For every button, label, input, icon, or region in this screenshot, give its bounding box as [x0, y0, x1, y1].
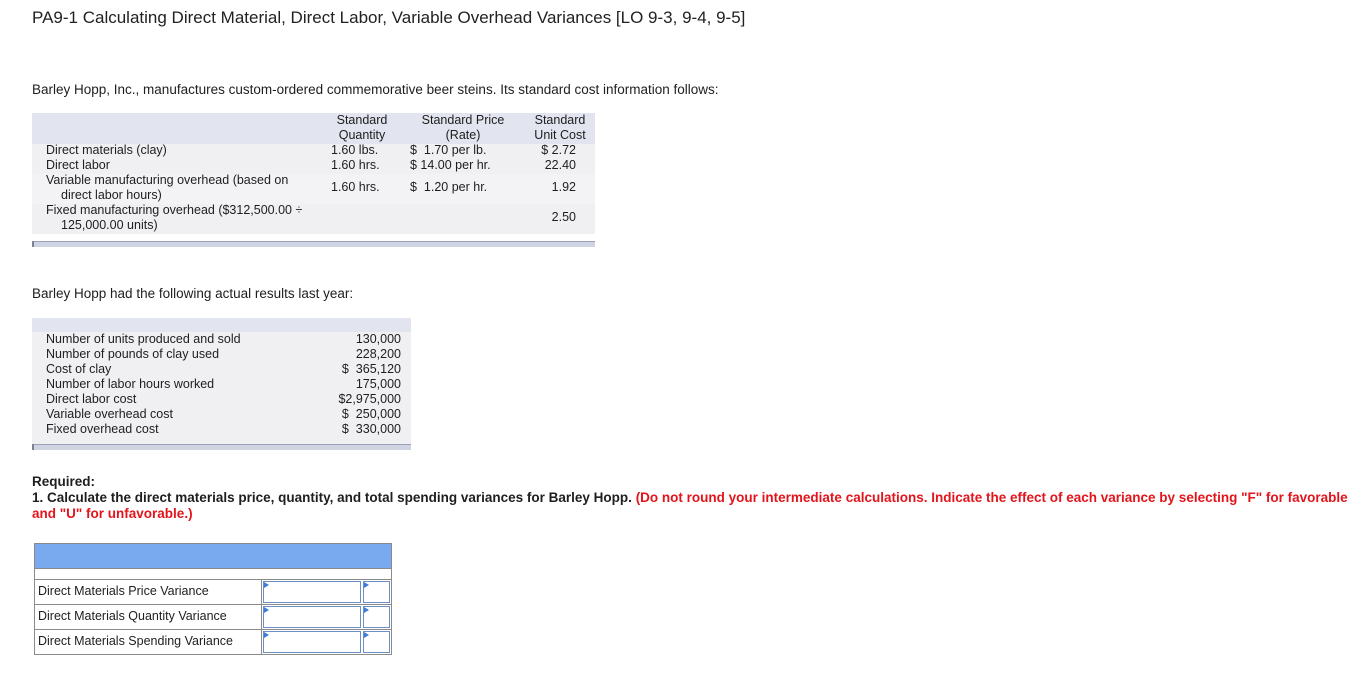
actual-row-value: 228,200	[355, 347, 401, 361]
required-text: 1. Calculate the direct materials price, quantity, and total spending variances for Barley Hopp.	[32, 490, 632, 505]
standard-table-footer-edge	[32, 241, 34, 247]
std-row-label-cont: direct labor hours)	[61, 188, 162, 202]
actual-table-header-band	[32, 318, 411, 332]
dropdown-marker-icon	[364, 632, 369, 638]
actual-row-label: Fixed overhead cost	[46, 422, 159, 436]
dropdown-marker-icon	[264, 632, 269, 638]
answer-row-quantity-variance	[35, 604, 391, 629]
spending-variance-effect-select[interactable]	[363, 631, 390, 653]
actual-intro-text: Barley Hopp had the following actual results last year:	[32, 286, 354, 301]
required-section	[32, 474, 1362, 522]
actual-row-label: Number of units produced and sold	[46, 332, 241, 346]
std-row-qty: 1.60 hrs.	[331, 180, 380, 194]
std-row-price: $ 14.00 per hr.	[410, 158, 491, 172]
actual-row-value: 130,000	[355, 332, 401, 346]
answer-table-header	[35, 544, 391, 569]
actual-table-footer	[32, 444, 411, 450]
std-row-price: $ 1.20 per hr.	[410, 180, 488, 194]
required-heading: Required:	[32, 474, 96, 489]
quantity-variance-amount-input[interactable]	[263, 606, 361, 628]
actual-row-label: Variable overhead cost	[46, 407, 173, 421]
actual-row-label: Direct labor cost	[46, 392, 137, 406]
header-standard-quantity	[327, 113, 397, 143]
answer-row-label: Direct Materials Price Variance	[35, 580, 262, 604]
header-qty-line2: Quantity	[338, 128, 386, 142]
actual-row-value: $ 330,000	[341, 422, 401, 436]
std-row-cost: 1.92	[551, 180, 576, 194]
header-standard-price	[413, 113, 513, 143]
std-row-qty: 1.60 hrs.	[331, 158, 380, 172]
std-row-cost: $ 2.72	[541, 143, 576, 157]
std-row-label: Variable manufacturing overhead (based on	[46, 173, 289, 187]
actual-row-value: 175,000	[355, 377, 401, 391]
actual-row-value: $ 365,120	[341, 362, 401, 376]
actual-row-label: Number of pounds of clay used	[46, 347, 220, 361]
intro-text: Barley Hopp, Inc., manufactures custom-ordered commemorative beer steins. Its standard cost information follows:	[32, 82, 719, 97]
spending-variance-amount-input[interactable]	[263, 631, 361, 653]
std-row-price: $ 1.70 per lb.	[410, 143, 487, 157]
answer-row-label: Direct Materials Quantity Variance	[35, 605, 262, 629]
price-variance-amount-input[interactable]	[263, 581, 361, 603]
standard-table-footer	[32, 241, 595, 247]
dropdown-marker-icon	[264, 582, 269, 588]
actual-row-value: $ 250,000	[341, 407, 401, 421]
answer-row-price-variance	[35, 579, 391, 604]
std-row-qty: 1.60 lbs.	[331, 143, 379, 157]
header-price-line2: (Rate)	[445, 128, 481, 142]
dropdown-marker-icon	[264, 607, 269, 613]
header-cost-line2: Unit Cost	[534, 128, 586, 142]
dropdown-marker-icon	[364, 582, 369, 588]
answer-row-spending-variance	[35, 629, 391, 654]
header-qty-line1: Standard	[336, 113, 388, 127]
std-row-cost: 22.40	[544, 158, 576, 172]
required-instruction: (Do not round your intermediate calculations. Indicate the effect of each variance by selecting "F" for favorable and "U" for unfavorable.)	[32, 490, 1348, 521]
answer-table-spacer	[35, 569, 391, 579]
actual-row-label: Cost of clay	[46, 362, 112, 376]
header-cost-line1: Standard	[534, 113, 586, 127]
price-variance-effect-select[interactable]	[363, 581, 390, 603]
std-row-cost: 2.50	[551, 210, 576, 224]
actual-table-footer-edge	[32, 444, 34, 450]
answer-table	[34, 543, 392, 655]
actual-row-value: $2,975,000	[338, 392, 401, 406]
std-row-label: Direct labor	[46, 158, 110, 172]
header-standard-unit-cost	[526, 113, 594, 143]
std-row-label-cont: 125,000.00 units)	[61, 218, 158, 232]
quantity-variance-effect-select[interactable]	[363, 606, 390, 628]
dropdown-marker-icon	[364, 607, 369, 613]
std-row-label: Fixed manufacturing overhead ($312,500.00 ÷	[46, 203, 303, 217]
header-price-line1: Standard Price	[421, 113, 505, 127]
page-title: PA9-1 Calculating Direct Material, Direct Labor, Variable Overhead Variances [LO 9-3, 9-4, 9-5]	[32, 8, 746, 27]
std-row-label: Direct materials (clay)	[46, 143, 167, 157]
answer-row-label: Direct Materials Spending Variance	[35, 630, 262, 654]
required-body	[32, 490, 1362, 522]
actual-row-label: Number of labor hours worked	[46, 377, 215, 391]
